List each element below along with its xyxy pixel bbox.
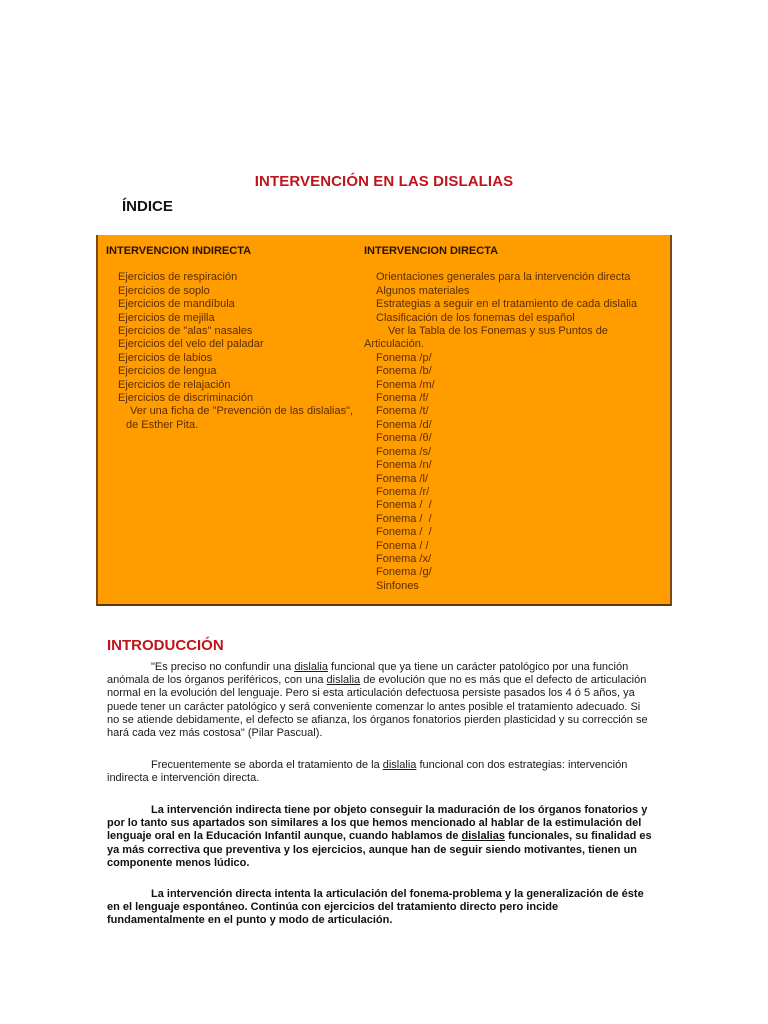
index-link[interactable]: Ejercicios de respiración bbox=[118, 271, 238, 284]
text-span: "Es preciso no confundir una bbox=[151, 661, 295, 673]
index-link[interactable]: Ejercicios de labios bbox=[118, 351, 213, 364]
introduccion-heading: INTRODUCCIÓN bbox=[107, 637, 224, 655]
index-link[interactable]: Ejercicios de discriminación bbox=[118, 392, 254, 405]
index-link[interactable]: Fonema /r/ bbox=[376, 485, 430, 498]
index-link[interactable]: Fonema /s/ bbox=[376, 445, 432, 458]
index-list-indirecta bbox=[106, 271, 356, 432]
index-link[interactable]: Ejercicios de relajación bbox=[118, 378, 231, 391]
index-link[interactable]: Orientaciones generales para la intervención directa bbox=[376, 271, 631, 284]
index-link[interactable]: Fonema / / bbox=[376, 526, 432, 539]
dislalia-link[interactable]: dislalia bbox=[382, 759, 417, 771]
index-heading-indirecta: INTERVENCION INDIRECTA bbox=[106, 245, 252, 257]
index-link[interactable]: Fonema /t/ bbox=[376, 405, 429, 418]
index-link[interactable]: Fonema / / bbox=[376, 512, 432, 525]
index-link[interactable]: Fonema /p/ bbox=[376, 351, 432, 364]
index-link[interactable]: Fonema /l/ bbox=[376, 472, 428, 485]
index-link[interactable]: Fonema /x/ bbox=[376, 552, 432, 565]
index-heading-directa: INTERVENCION DIRECTA bbox=[364, 245, 499, 257]
index-column-directa bbox=[364, 245, 664, 593]
intro-paragraph-strategies bbox=[107, 759, 655, 785]
index-link[interactable]: Ejercicios de soplo bbox=[118, 284, 210, 297]
index-link[interactable]: Sinfones bbox=[376, 579, 419, 592]
index-link[interactable]: Fonema / / bbox=[376, 499, 432, 512]
index-link[interactable]: Fonema / / bbox=[376, 539, 429, 552]
dislalia-link[interactable]: dislalia bbox=[294, 661, 328, 673]
index-link[interactable]: Fonema /m/ bbox=[376, 378, 435, 391]
text-span: Frecuentemente se aborda el tratamiento de la bbox=[151, 759, 383, 771]
prevencion-ficha-author: de Esther Pita. bbox=[126, 418, 199, 431]
text-span: funcionales, su finalidad es ya más correctiva que preventiva y los ejercicios, aunque han de seguir siendo motivantes, tienen un componente menos lúdico. bbox=[107, 830, 652, 869]
intro-paragraph-directa: La intervención directa intenta la articulación del fonema-problema y la generalización de éste en el lenguaje espontáneo. Continúa con ejercicios del tratamiento directo pero incide fundamentalmente en el punto y modo de articulación. bbox=[107, 888, 644, 927]
index-link[interactable]: Fonema /θ/ bbox=[376, 432, 432, 445]
intro-paragraph-quote bbox=[107, 661, 655, 740]
prevencion-ficha-link[interactable]: Ver una ficha de "Prevención de las dislalias", bbox=[130, 405, 354, 418]
text-span: funcional con dos estrategias: intervención indirecta e intervención directa. bbox=[107, 759, 628, 785]
index-link[interactable]: Algunos materiales bbox=[376, 284, 470, 297]
index-link[interactable]: Fonema /d/ bbox=[376, 418, 432, 431]
dislalias-link[interactable]: dislalias bbox=[461, 830, 505, 843]
text-span: La intervención indirecta tiene por objeto conseguir la maduración de los órganos fonatorios y por lo tanto sus apartados son similares a los que hemos mencionado al hablar de la estimulación del lenguaje oral en la Educación Infantil aunque, cuando hablamos de bbox=[107, 804, 648, 843]
page-title: INTERVENCIÓN EN LAS DISLALIAS bbox=[254, 173, 514, 191]
index-box bbox=[96, 235, 672, 606]
index-link[interactable]: Fonema /n/ bbox=[376, 459, 432, 472]
index-link[interactable]: Fonema /b/ bbox=[376, 365, 432, 378]
index-list-directa bbox=[364, 271, 664, 593]
index-link[interactable]: Fonema /g/ bbox=[376, 566, 432, 579]
index-heading: ÍNDICE bbox=[122, 198, 173, 215]
tabla-fonemas-link[interactable]: Ver la Tabla de los Fonemas y sus Puntos de Articulación. bbox=[364, 325, 608, 351]
index-link[interactable]: Fonema /f/ bbox=[376, 392, 429, 405]
text-span: funcional que ya tiene un carácter patológico por una función anómala de los órganos periféricos, con una bbox=[107, 661, 629, 687]
intro-paragraph-indirecta bbox=[107, 804, 655, 870]
text-span: de evolución que no es más que el defecto de articulación normal en la evolución del lenguaje. Pero si esta articulación defectuosa persiste pasados los 4 ó 5 años, ya puede tener un carácter patológico y será conveniente comenzar lo antes posible el tratamiento adecuado. Si no se atiende debidamente, el defecto se afianza, los órganos fonatorios pierden plasticidad y su corrección se hará cada vez más costosa" (Pilar Pascual). bbox=[107, 674, 648, 740]
index-link[interactable]: Ejercicios de "alas" nasales bbox=[118, 325, 253, 338]
index-column-indirecta bbox=[106, 245, 356, 432]
index-link[interactable]: Estrategias a seguir en el tratamiento de cada dislalia bbox=[376, 298, 638, 311]
index-link[interactable]: Ejercicios de mejilla bbox=[118, 311, 215, 324]
index-link[interactable]: Ejercicios de mandíbula bbox=[118, 298, 235, 311]
index-link[interactable]: Ejercicios de lengua bbox=[118, 365, 217, 378]
index-link[interactable]: Clasificación de los fonemas del español bbox=[376, 311, 575, 324]
index-link[interactable]: Ejercicios del velo del paladar bbox=[118, 338, 264, 351]
dislalia-link[interactable]: dislalia bbox=[326, 674, 361, 687]
